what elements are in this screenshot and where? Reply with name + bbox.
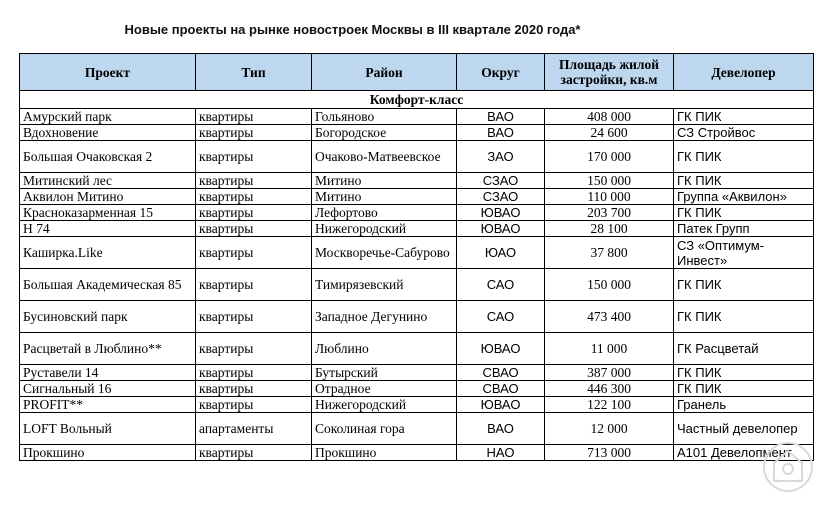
cell-project: Вдохновение <box>20 125 196 141</box>
table-row <box>20 301 814 333</box>
cell-project: PROFIT** <box>20 397 196 413</box>
table-row <box>20 205 814 221</box>
cell-project: LOFT Вольный <box>20 413 196 445</box>
cell-type: квартиры <box>196 301 312 333</box>
cell-project: Амурский парк <box>20 109 196 125</box>
cell-area: 11 000 <box>545 333 674 365</box>
header-developer: Девелопер <box>674 54 814 91</box>
cell-okrug: САО <box>457 269 545 301</box>
cell-developer: Патек Групп <box>674 221 814 237</box>
cell-district: Москворечье-Сабурово <box>312 237 457 269</box>
cell-type: квартиры <box>196 173 312 189</box>
cell-type: квартиры <box>196 205 312 221</box>
cell-type: квартиры <box>196 365 312 381</box>
cell-okrug: ЮАО <box>457 237 545 269</box>
cell-developer: А101 Девелопмент <box>674 445 814 461</box>
cell-type: квартиры <box>196 397 312 413</box>
cell-area: 713 000 <box>545 445 674 461</box>
table-row <box>20 397 814 413</box>
cell-district: Гольяново <box>312 109 457 125</box>
table-row <box>20 365 814 381</box>
cell-developer: ГК ПИК <box>674 205 814 221</box>
cell-okrug: ВАО <box>457 413 545 445</box>
cell-type: квартиры <box>196 237 312 269</box>
cell-district: Лефортово <box>312 205 457 221</box>
cell-okrug: ВАО <box>457 125 545 141</box>
header-type: Тип <box>196 54 312 91</box>
cell-project: Большая Академическая 85 <box>20 269 196 301</box>
cell-district: Нижегородский <box>312 397 457 413</box>
table-row <box>20 269 814 301</box>
section-row <box>20 91 814 109</box>
cell-developer: ГК ПИК <box>674 381 814 397</box>
cell-project: Каширка.Like <box>20 237 196 269</box>
table-row <box>20 189 814 205</box>
cell-developer: ГК ПИК <box>674 301 814 333</box>
cell-district: Митино <box>312 173 457 189</box>
cell-okrug: СВАО <box>457 381 545 397</box>
cell-area: 203 700 <box>545 205 674 221</box>
section-label: Комфорт-класс <box>20 91 814 109</box>
cell-area: 37 800 <box>545 237 674 269</box>
cell-project: Большая Очаковская 2 <box>20 141 196 173</box>
cell-project: Бусиновский парк <box>20 301 196 333</box>
cell-project: Митинский лес <box>20 173 196 189</box>
cell-okrug: ЮВАО <box>457 221 545 237</box>
cell-type: апартаменты <box>196 413 312 445</box>
header-project: Проект <box>20 54 196 91</box>
cell-developer: ГК ПИК <box>674 109 814 125</box>
cell-developer: Группа «Аквилон» <box>674 189 814 205</box>
cell-type: квартиры <box>196 221 312 237</box>
cell-area: 408 000 <box>545 109 674 125</box>
table-row <box>20 381 814 397</box>
cell-area: 170 000 <box>545 141 674 173</box>
cell-project: Расцветай в Люблино** <box>20 333 196 365</box>
cell-developer: ГК ПИК <box>674 141 814 173</box>
cell-developer: ГК Расцветай <box>674 333 814 365</box>
cell-type: квартиры <box>196 445 312 461</box>
cell-district: Западное Дегунино <box>312 301 457 333</box>
cell-area: 446 300 <box>545 381 674 397</box>
cell-area: 122 100 <box>545 397 674 413</box>
cell-area: 473 400 <box>545 301 674 333</box>
cell-developer: ГК ПИК <box>674 269 814 301</box>
cell-okrug: СЗАО <box>457 173 545 189</box>
cell-okrug: НАО <box>457 445 545 461</box>
cell-type: квартиры <box>196 109 312 125</box>
cell-project: Красноказарменная 15 <box>20 205 196 221</box>
cell-okrug: ЗАО <box>457 141 545 173</box>
header-area: Площадь жилой застройки, кв.м <box>545 54 674 91</box>
cell-project: Н 74 <box>20 221 196 237</box>
projects-table <box>19 53 814 461</box>
cell-developer: СЗ Стройвос <box>674 125 814 141</box>
cell-type: квартиры <box>196 125 312 141</box>
cell-area: 24 600 <box>545 125 674 141</box>
table-row <box>20 237 814 269</box>
cell-type: квартиры <box>196 141 312 173</box>
table-row <box>20 125 814 141</box>
cell-district: Соколиная гора <box>312 413 457 445</box>
table-row <box>20 333 814 365</box>
cell-okrug: ВАО <box>457 109 545 125</box>
cell-okrug: СВАО <box>457 365 545 381</box>
cell-okrug: САО <box>457 301 545 333</box>
page-title: Новые проекты на рынке новостроек Москвы в III квартале 2020 года* <box>124 22 581 37</box>
cell-area: 150 000 <box>545 173 674 189</box>
table-row <box>20 173 814 189</box>
cell-project: Аквилон Митино <box>20 189 196 205</box>
cell-district: Митино <box>312 189 457 205</box>
cell-project: Сигнальный 16 <box>20 381 196 397</box>
cell-type: квартиры <box>196 269 312 301</box>
cell-developer: Гранель <box>674 397 814 413</box>
cell-project: Прокшино <box>20 445 196 461</box>
table-row <box>20 413 814 445</box>
cell-developer: Частный девелопер <box>674 413 814 445</box>
table-row <box>20 109 814 125</box>
cell-district: Богородское <box>312 125 457 141</box>
cell-developer: ГК ПИК <box>674 365 814 381</box>
cell-type: квартиры <box>196 381 312 397</box>
header-district: Район <box>312 54 457 91</box>
cell-project: Руставели 14 <box>20 365 196 381</box>
table-row <box>20 445 814 461</box>
header-row <box>20 54 814 91</box>
watermark-logo-icon <box>762 441 814 493</box>
table-row <box>20 141 814 173</box>
cell-area: 150 000 <box>545 269 674 301</box>
cell-district: Тимирязевский <box>312 269 457 301</box>
cell-area: 387 000 <box>545 365 674 381</box>
cell-district: Очаково-Матвеевское <box>312 141 457 173</box>
cell-okrug: СЗАО <box>457 189 545 205</box>
cell-type: квартиры <box>196 333 312 365</box>
header-okrug: Округ <box>457 54 545 91</box>
cell-area: 110 000 <box>545 189 674 205</box>
table-row <box>20 221 814 237</box>
cell-district: Прокшино <box>312 445 457 461</box>
cell-district: Нижегородский <box>312 221 457 237</box>
cell-okrug: ЮВАО <box>457 205 545 221</box>
cell-okrug: ЮВАО <box>457 397 545 413</box>
cell-type: квартиры <box>196 189 312 205</box>
cell-okrug: ЮВАО <box>457 333 545 365</box>
cell-area: 12 000 <box>545 413 674 445</box>
cell-district: Люблино <box>312 333 457 365</box>
cell-developer: СЗ «Оптимум-Инвест» <box>674 237 814 269</box>
cell-district: Отрадное <box>312 381 457 397</box>
cell-area: 28 100 <box>545 221 674 237</box>
cell-district: Бутырский <box>312 365 457 381</box>
cell-developer: ГК ПИК <box>674 173 814 189</box>
